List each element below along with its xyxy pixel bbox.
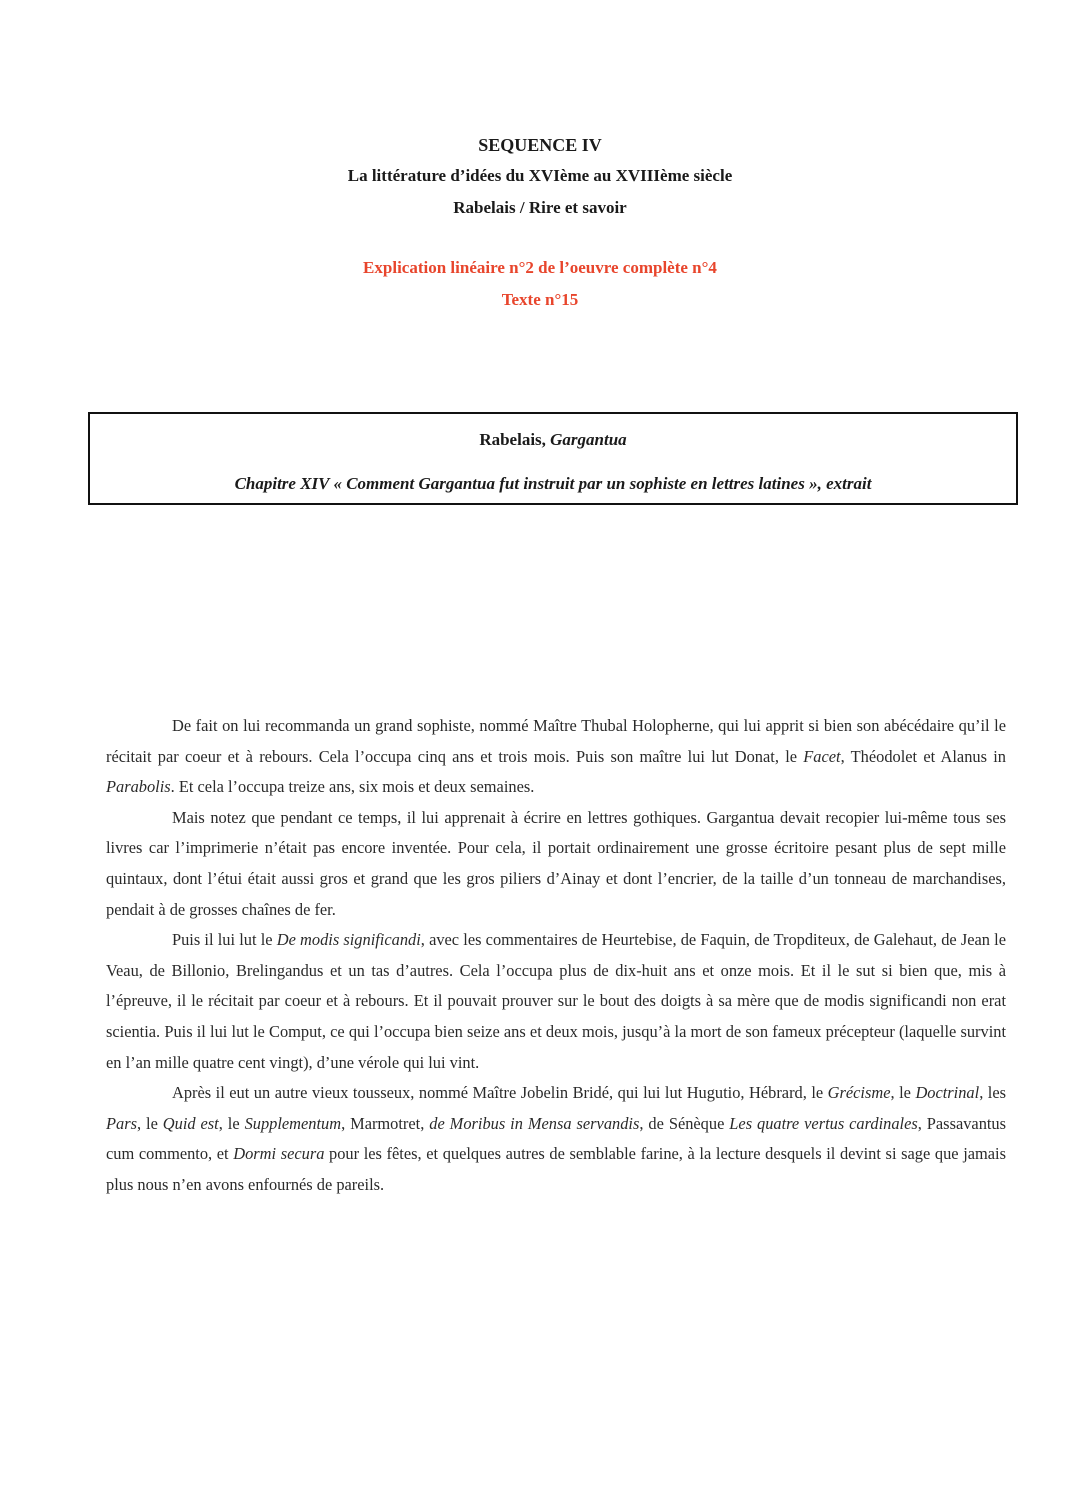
text-run: , le bbox=[890, 1083, 916, 1103]
extract-reference-box bbox=[88, 412, 1018, 505]
sequence-subtitle: La littérature d’idées du XVIème au XVIIIème siècle bbox=[347, 166, 733, 185]
italic-title: Facet bbox=[803, 746, 841, 766]
italic-title: Quid est bbox=[162, 1113, 219, 1133]
paragraph-2: Mais notez que pendant ce temps, il lui apprenait à écrire en lettres gothiques. Gargantua devait recopier lui-même tous ses livres car l’imprimerie n’était pas encore inventée. Pour cela, il portait ordinairement une grosse écritoire pesant plus de sept mille quintaux, dont l’étui était aussi gros et grand que les gros piliers d’Ainay et dont l’encrier, de la taille d’un tonneau de marchandises, pendait à de grosses chaînes de fer. bbox=[106, 807, 1006, 919]
italic-title: Doctrinal bbox=[915, 1083, 980, 1103]
text-run: , le bbox=[136, 1113, 163, 1133]
text-run: , les bbox=[979, 1083, 1007, 1103]
text-run: , Théodolet et Alanus in bbox=[840, 746, 1006, 766]
chapter-reference: Chapitre XIV « Comment Gargantua fut instruit par un sophiste en lettres latines », extrait bbox=[234, 474, 872, 493]
italic-title: de Moribus in Mensa servandis bbox=[429, 1113, 640, 1133]
author-name: Rabelais, bbox=[479, 430, 551, 449]
italic-title: De modis significandi bbox=[276, 930, 421, 950]
text-number: Texte n°15 bbox=[501, 290, 579, 309]
text-run: Puis il lui lut le bbox=[172, 930, 277, 950]
explication-heading: Explication linéaire n°2 de l’oeuvre complète n°4 bbox=[363, 258, 717, 277]
italic-title: Les quatre vertus cardinales bbox=[729, 1113, 918, 1133]
text-run: Après il eut un autre vieux tousseux, nommé Maître Jobelin Bridé, qui lui lut Hugutio, Hébrard, le bbox=[172, 1083, 828, 1103]
sequence-theme: Rabelais / Rire et savoir bbox=[453, 198, 627, 217]
text-run: , de Sénèque bbox=[639, 1113, 730, 1133]
text-run: , Passavantus cum commento, et bbox=[106, 1113, 1007, 1164]
author-work bbox=[90, 430, 1016, 450]
italic-title: Supplementum bbox=[244, 1113, 342, 1133]
text-run: , Marmotret, bbox=[341, 1113, 430, 1133]
sequence-title: SEQUENCE IV bbox=[478, 135, 602, 155]
text-run: pour les fêtes, et quelques autres de semblable farine, à la lecture desquels il devint si sage que jamais plus nous n’en avons enfournés de pareils. bbox=[106, 1144, 1006, 1194]
work-title: Gargantua bbox=[550, 430, 627, 449]
italic-title: Parabolis bbox=[106, 777, 171, 797]
italic-title: Dormi secura bbox=[233, 1144, 325, 1164]
paragraph-3 bbox=[106, 925, 1006, 1078]
text-run: De fait on lui recommanda un grand sophiste, nommé Maître Thubal Holopherne, qui lui apprit si bien son abécédaire qu’il le récitait par coeur et à rebours. Cela l’occupa cinq ans et trois mois. Puis son maître lui lut Donat, le bbox=[106, 716, 1006, 766]
paragraph-1 bbox=[106, 711, 1006, 803]
extract-text bbox=[106, 711, 1006, 1201]
text-run: , le bbox=[218, 1113, 245, 1133]
italic-title: Grécisme bbox=[827, 1083, 891, 1103]
text-run: , avec les commentaires de Heurtebise, de Faquin, de Tropditeux, de Galehaut, de Jean le Veau, de Billonio, Brelingandus et un tas d’autres. Cela l’occupa plus de dix-huit ans et onze mois. Et il le sut si bien que, mis à l’épreuve, il le récitait par coeur et à rebours. Et il pouvait prouver sur le bout des doigts à sa mère que de modis significandi non erat scientia. Puis il lui lut le Comput, ce qui l’occupa bien seize ans et deux mois, jusqu’à la mort de son fameux précepteur (laquelle survint en l’an mille quatre cent vingt), d’une vérole qui lui vint. bbox=[106, 930, 1006, 1072]
italic-title: Pars bbox=[106, 1113, 137, 1133]
paragraph-4 bbox=[106, 1078, 1006, 1200]
text-run: . Et cela l’occupa treize ans, six mois et deux semaines. bbox=[170, 777, 535, 797]
